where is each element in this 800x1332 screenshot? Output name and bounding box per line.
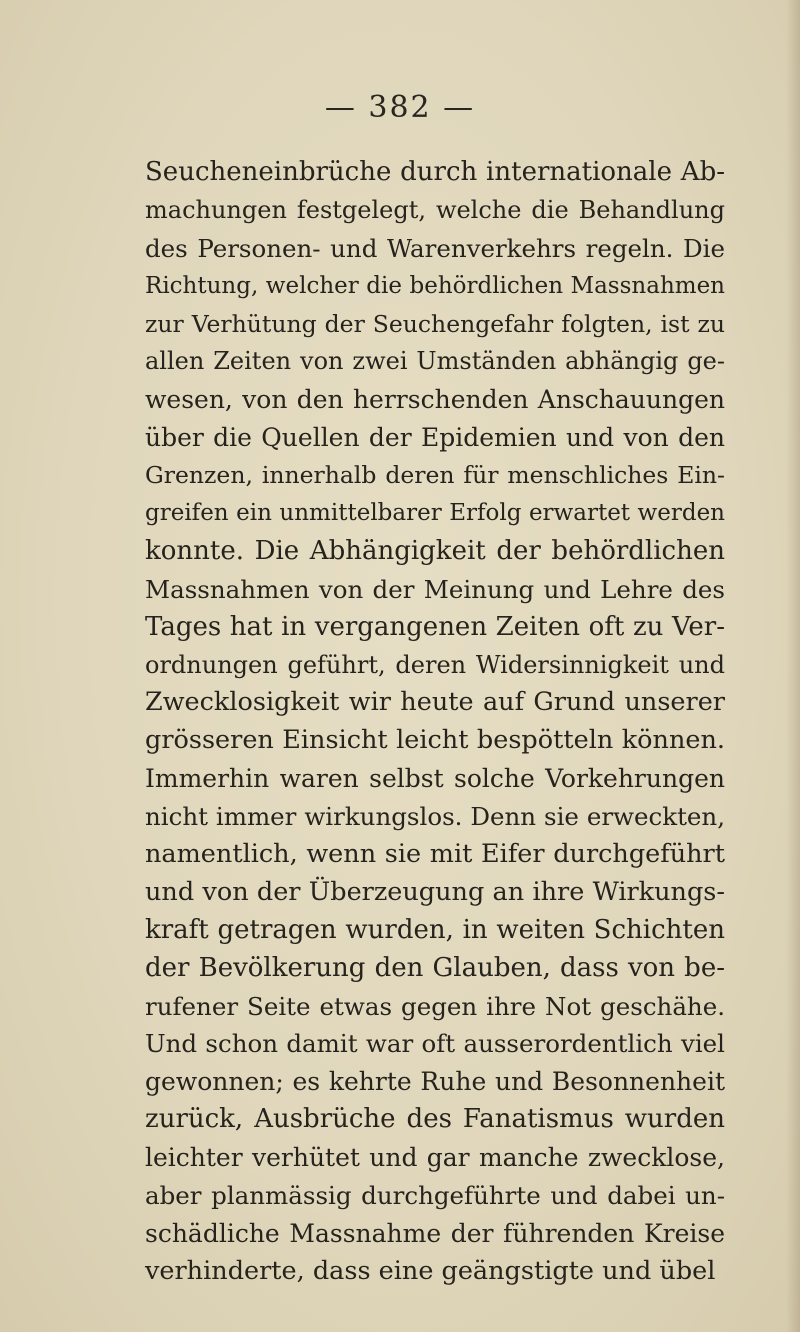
text-line: über die Quellen der Epidemien und von den <box>145 423 725 453</box>
text-line: leichter verhütet und gar manche zwecklose, <box>145 1143 725 1173</box>
text-line: Immerhin waren selbst solche Vorkehrungen <box>145 764 725 794</box>
text-line: schädliche Massnahme der führenden Kreise <box>145 1218 725 1248</box>
text-line: ordnungen geführt, deren Widersinnigkeit und <box>145 650 725 679</box>
text-line: namentlich, wenn sie mit Eifer durchgeführt <box>145 839 725 870</box>
text-line: Seucheneinbrüche durch internationale Ab- <box>145 157 725 187</box>
text-line: aber planmässig durchgeführte und dabei un- <box>145 1181 725 1211</box>
text-line: der Bevölkerung den Glauben, dass von be- <box>145 952 725 983</box>
text-line: Und schon damit war oft ausserordentlich viel <box>145 1029 725 1059</box>
text-line: und von der Überzeugung an ihre Wirkungs- <box>145 876 725 907</box>
text-line: greifen ein unmittelbarer Erfolg erwartet werden <box>145 500 725 527</box>
text-line: zur Verhütung der Seuchengefahr folgten, ist zu <box>145 309 725 338</box>
text-line: zurück, Ausbrüche des Fanatismus wurden <box>145 1104 725 1135</box>
text-line: Tages hat in vergangenen Zeiten oft zu Ver- <box>145 611 725 642</box>
text-line: verhinderte, dass eine geängstigte und übel <box>145 1255 716 1286</box>
text-line: des Personen- und Warenverkehrs regeln. Die <box>145 233 725 263</box>
text-line: rufener Seite etwas gegen ihre Not geschähe. <box>145 991 725 1021</box>
text-line: Massnahmen von der Meinung und Lehre des <box>145 574 725 604</box>
page-edge-shadow <box>786 0 800 1332</box>
text-line: grösseren Einsicht leicht bespötteln können. <box>145 725 725 756</box>
text-line: Grenzen, innerhalb deren für menschliches Ein- <box>145 461 725 490</box>
text-line: nicht immer wirkungslos. Denn sie erweckten, <box>145 802 725 832</box>
text-line: Zwecklosigkeit wir heute auf Grund unserer <box>145 687 725 718</box>
text-line: konnte. Die Abhängigkeit der behördlichen <box>145 535 725 566</box>
text-line: kraft getragen wurden, in weiten Schichten <box>145 914 725 945</box>
text-line: machungen festgelegt, welche die Behandlung <box>145 195 725 224</box>
page-number: — 382 — <box>324 90 476 125</box>
text-line: gewonnen; es kehrte Ruhe und Besonnenheit <box>145 1067 725 1097</box>
body-text <box>145 154 725 1291</box>
text-line: allen Zeiten von zwei Umständen abhängig ge- <box>145 347 725 376</box>
text-line: Richtung, welcher die behördlichen Massnahmen <box>145 272 725 299</box>
text-line: wesen, von den herrschenden Anschauungen <box>145 385 725 415</box>
